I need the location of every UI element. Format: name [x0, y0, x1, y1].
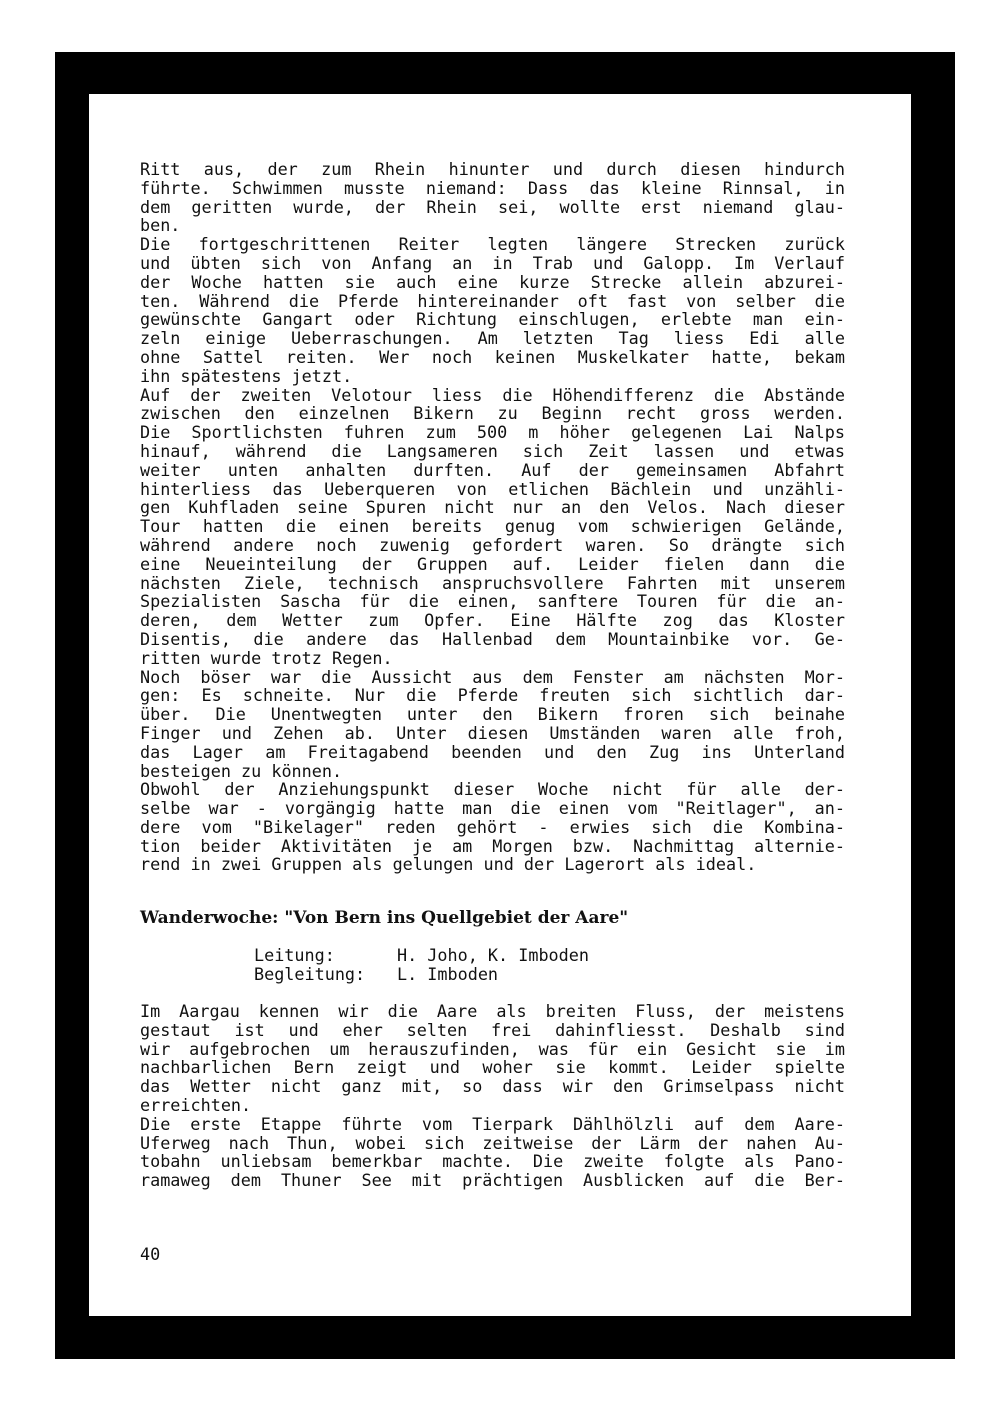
text-line: zwischen den einzelnen Bikern zu Beginn recht gross werden. — [140, 403, 845, 424]
text-line: dere vom "Bikelager" reden gehört - erwies sich die Kombina- — [140, 816, 845, 837]
text-line: ohne Sattel reiten. Wer noch keinen Muskelkater hatte, bekam — [140, 346, 845, 367]
text-line: gen Kuhfladen seine Spuren nicht nur an den Velos. Nach dieser — [140, 497, 845, 518]
top-paragraph — [140, 160, 845, 874]
text-line: besteigen zu können. — [140, 760, 343, 781]
text-line: während andere noch zuwenig gefordert waren. So drängte sich — [140, 534, 845, 555]
text-line: nächsten Ziele, technisch anspruchsvollere Fahrten mit unserem — [140, 572, 845, 593]
section-credits — [254, 946, 589, 984]
text-line: ben. — [140, 215, 181, 236]
text-line: Im Aargau kennen wir die Aare als breiten Fluss, der meistens — [140, 1001, 845, 1021]
text-line: hinauf, während die Langsameren sich Zeit lassen und etwas — [140, 440, 845, 461]
leitung-value: H. Joho, K. Imboden — [397, 945, 589, 965]
text-line: und übten sich von Anfang an in Trab und Galopp. Im Verlauf — [140, 252, 845, 273]
begleitung-label: Begleitung: — [254, 963, 366, 984]
text-line: Ritt aus, der zum Rhein hinunter und durch diesen hindurch — [140, 159, 845, 179]
text-line: tion beider Aktivitäten je am Morgen bzw. Nachmittag alternie- — [140, 835, 845, 856]
text-line: gestaut ist und eher selten frei dahinfliesst. Deshalb sind — [140, 1019, 845, 1040]
text-line: Uferweg nach Thun, wobei sich zeitweise der Lärm der nahen Au- — [140, 1132, 845, 1153]
section-heading: Wanderwoche: "Von Bern ins Quellgebiet der Aare" — [140, 908, 629, 928]
text-line: wir aufgebrochen um herauszufinden, was für ein Gesicht sie im — [140, 1038, 845, 1059]
text-line: erreichten. — [140, 1094, 252, 1115]
text-line: zeln einige Ueberraschungen. Am letzten Tag liess Edi alle — [140, 328, 845, 349]
text-line: Obwohl der Anziehungspunkt dieser Woche nicht für alle der- — [140, 779, 845, 800]
text-line: ritten wurde trotz Regen. — [140, 647, 393, 668]
begleitung-row — [254, 965, 589, 984]
text-line: Die erste Etappe führte vom Tierpark Dählhölzli auf dem Aare- — [140, 1113, 845, 1134]
text-line: das Wetter nicht ganz mit, so dass wir den Grimselpass nicht — [140, 1076, 845, 1097]
text-line: hinterliess das Ueberqueren von etlichen Bächlein und unzähli- — [140, 478, 845, 499]
text-line: ihn spätestens jetzt. — [140, 365, 353, 386]
text-line: der Woche hatten sie auch eine kurze Strecke allein abzurei- — [140, 271, 845, 292]
text-line: ten. Während die Pferde hintereinander oft fast von selber die — [140, 290, 845, 311]
text-line: rend in zwei Gruppen als gelungen und der Lagerort als ideal. — [140, 854, 757, 875]
text-line: selbe war - vorgängig hatte man die einen vom "Reitlager", an- — [140, 798, 845, 819]
page-number: 40 — [140, 1244, 161, 1264]
text-line: Spezialisten Sascha für die einen, sanftere Touren für die an- — [140, 591, 845, 612]
text-line: gewünschte Gangart oder Richtung einschlugen, erlebte man ein- — [140, 309, 845, 330]
text-line: Noch böser war die Aussicht aus dem Fenster am nächsten Mor- — [140, 666, 845, 687]
leitung-row — [254, 946, 589, 965]
text-line: Tour hatten die einen bereits genug vom schwierigen Gelände, — [140, 516, 845, 537]
leitung-label: Leitung: — [254, 945, 335, 965]
text-line: Auf der zweiten Velotour liess die Höhendifferenz die Abstände — [140, 384, 845, 405]
begleitung-value: L. Imboden — [397, 963, 499, 984]
text-line: Die fortgeschrittenen Reiter legten längere Strecken zurück — [140, 234, 845, 255]
text-line: deren, dem Wetter zum Opfer. Eine Hälfte zog das Kloster — [140, 610, 845, 631]
text-line: über. Die Unentwegten unter den Bikern froren sich beinahe — [140, 704, 845, 725]
text-line: das Lager am Freitagabend beenden und den Zug ins Unterland — [140, 741, 845, 762]
text-line: nachbarlichen Bern zeigt und woher sie kommt. Leider spielte — [140, 1057, 845, 1078]
text-line: eine Neueinteilung der Gruppen auf. Leider fielen dann die — [140, 553, 845, 574]
text-line: weiter unten anhalten durften. Auf der gemeinsamen Abfahrt — [140, 459, 845, 480]
text-line: Finger und Zehen ab. Unter diesen Umständen waren alle froh, — [140, 722, 845, 743]
bottom-paragraph — [140, 1002, 845, 1190]
text-line: Disentis, die andere das Hallenbad dem Mountainbike vor. Ge- — [140, 628, 845, 649]
text-line: ramaweg dem Thuner See mit prächtigen Ausblicken auf die Ber- — [140, 1170, 845, 1191]
text-line: dem geritten wurde, der Rhein sei, wollte erst niemand glau- — [140, 196, 845, 217]
text-line: führte. Schwimmen musste niemand: Dass das kleine Rinnsal, in — [140, 177, 845, 198]
text-line: Die Sportlichsten fuhren zum 500 m höher gelegenen Lai Nalps — [140, 422, 845, 443]
text-line: tobahn unliebsam bemerkbar machte. Die zweite folgte als Pano- — [140, 1151, 845, 1172]
text-line: gen: Es schneite. Nur die Pferde freuten sich sichtlich dar- — [140, 685, 845, 706]
